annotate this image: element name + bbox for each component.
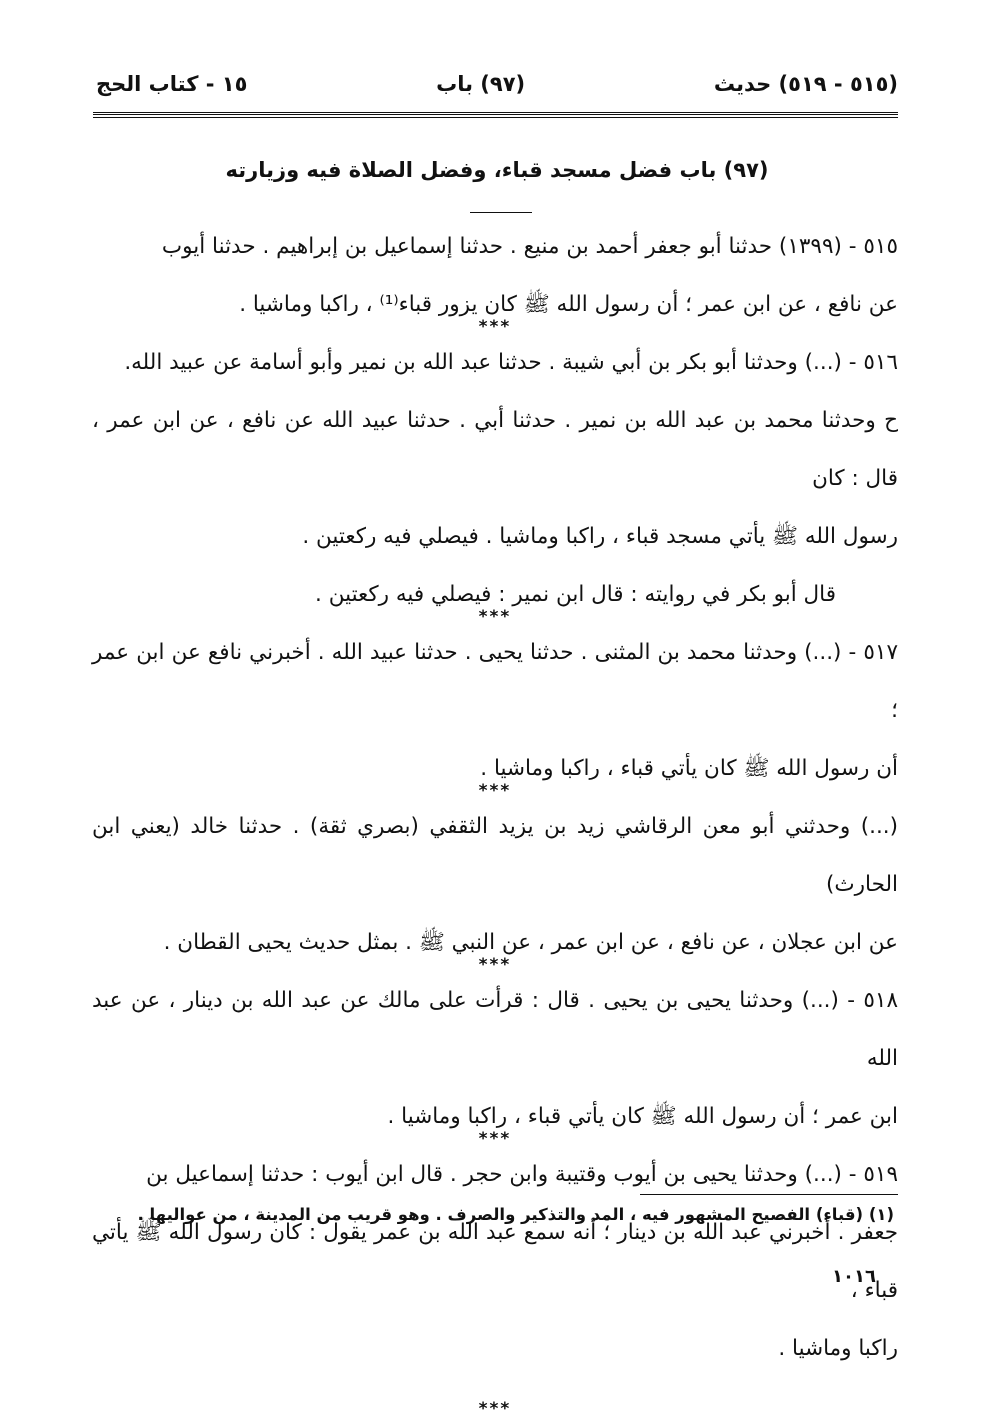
hadith-line: عن ابن عجلان ، عن نافع ، عن ابن عمر ، عن النبي ﷺ . بمثل حديث يحيى القطان . <box>163 930 898 955</box>
hadith-519 <box>92 1146 898 1378</box>
hadith-body <box>92 218 898 1419</box>
hadith-line: ٥١٧ - (...) وحدثنا محمد بن المثنى . حدثنا يحيى . حدثنا عبيد الله . أخبرني نافع عن ابن عمر ؛ <box>92 640 898 723</box>
header-chapter-number: (٩٧) باب <box>436 72 526 96</box>
hadith-line: راكبا وماشيا . <box>778 1336 898 1361</box>
footnote-divider <box>640 1194 898 1195</box>
section-separator: *** <box>478 955 512 975</box>
hadith-line: ح وحدثنا محمد بن عبد الله بن نمير . حدثنا أبي . حدثنا عبيد الله عن نافع ، عن ابن عمر ، قال : كان <box>92 408 898 491</box>
hadith-line: (...) وحدثني أبو معن الرقاشي زيد بن يزيد الثقفي (بصري ثقة) . حدثنا خالد (يعني ابن الحارث) <box>92 814 898 897</box>
hadith-line: عن نافع ، عن ابن عمر ؛ أن رسول الله ﷺ كان يزور قباء⁽¹⁾ ، راكبا وماشيا . <box>239 292 898 317</box>
header-divider <box>93 112 898 118</box>
chapter-title: (٩٧) باب فضل مسجد قباء، وفضل الصلاة فيه وزيارته <box>225 158 769 182</box>
section-separator: *** <box>478 317 512 337</box>
page-number: ١٠١٦ <box>832 1266 876 1287</box>
hadith-line: رسول الله ﷺ يأتي مسجد قباء ، راكبا وماشيا . فيصلي فيه ركعتين . <box>302 524 898 549</box>
hadith-518 <box>92 972 898 1149</box>
hadith-517-variant <box>92 798 898 975</box>
header-hadith-range: (٥١٥ - ٥١٩) حديث <box>713 72 898 96</box>
section-separator: *** <box>478 1129 512 1149</box>
footnote: (١) (قباء) الفصيح المشهور فيه ، المد والتذكير والصرف . وهو قريب من المدينة ، من عواليها . <box>137 1205 894 1224</box>
hadith-line: قال أبو بكر في روايته : قال ابن نمير : فيصلي فيه ركعتين . <box>315 582 836 607</box>
hadith-517 <box>92 624 898 801</box>
section-separator: *** <box>478 607 512 627</box>
hadith-line: ٥١٩ - (...) وحدثنا يحيى بن أيوب وقتيبة وابن حجر . قال ابن أيوب : حدثنا إسماعيل بن <box>146 1162 898 1187</box>
hadith-line: ٥١٨ - (...) وحدثنا يحيى بن يحيى . قال : قرأت على مالك عن عبد الله بن دينار ، عن عبد الله <box>92 988 898 1071</box>
running-header <box>96 62 898 106</box>
header-book-title: ١٥ - كتاب الحج <box>96 72 248 96</box>
hadith-line: ٥١٦ - (...) وحدثنا أبو بكر بن أبي شيبة . حدثنا عبد الله بن نمير وأبو أسامة عن عبيد الله. <box>124 350 898 375</box>
hadith-line: جعفر . أخبرني عبد الله بن دينار ؛ أنه سمع عبد الله بن عمر يقول : كان رسول الله ﷺ يأتي قباء ، <box>92 1220 898 1303</box>
hadith-line: ابن عمر ؛ أن رسول الله ﷺ كان يأتي قباء ، راكبا وماشيا . <box>387 1104 898 1129</box>
hadith-516 <box>92 334 898 627</box>
hadith-line: أن رسول الله ﷺ كان يأتي قباء ، راكبا وماشيا . <box>480 756 898 781</box>
section-separator: *** <box>478 1399 512 1419</box>
section-separator: *** <box>478 781 512 801</box>
hadith-line: ٥١٥ - (١٣٩٩) حدثنا أبو جعفر أحمد بن منيع . حدثنا إسماعيل بن إبراهيم . حدثنا أيوب <box>161 234 898 259</box>
title-divider <box>470 212 532 213</box>
